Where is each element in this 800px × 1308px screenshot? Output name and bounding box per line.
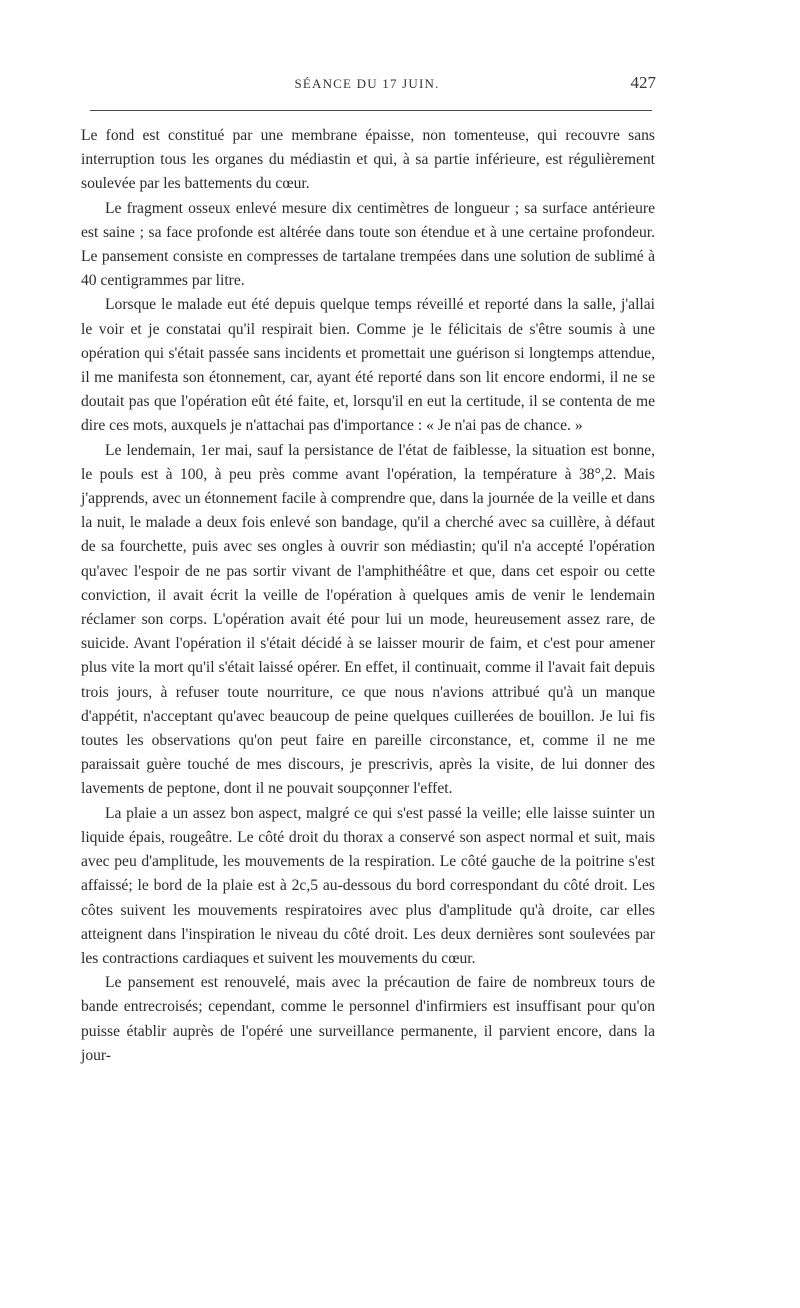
page-header (78, 70, 656, 100)
paragraph: La plaie a un assez bon aspect, malgré ce qui s'est passé la veille; elle laisse suinter un liquide épais, rougeâtre. Le côté droit du thorax a conservé son aspect normal et suit, mais avec peu d'amplitude, les mouvements de la respiration. Le côté gauche de la poitrine s'est affaissé; le bord de la plaie est à 2c,5 au-dessous du bord correspondant du côté droit. Les côtes suivent les mouvements respiratoires avec plus d'amplitude qu'à droite, car elles atteignent dans l'inspiration le niveau du côté droit. Les deux dernières sont soulevées par les contractions cardiaques et suivent les mouvements du cœur. (81, 804, 655, 967)
page-number: 427 (630, 73, 656, 92)
paragraph: Le pansement est renouvelé, mais avec la précaution de faire de nombreux tours de bande entrecroisés; cependant, comme le personnel d'infirmiers est insuffisant pour qu'on puisse établir auprès de l'opéré une surveillance permanente, il parvient encore, dans la jour- (81, 974, 655, 1064)
body-text (81, 124, 655, 1068)
paragraph: Le lendemain, 1er mai, sauf la persistance de l'état de faiblesse, la situation est bonne, le pouls est à 100, à peu près comme avant l'opération, la température à 38°,2. Mais j'apprends, avec un étonnement facile à comprendre que, dans la journée de la veille et dans la nuit, le malade a deux fois enlevé son bandage, qu'il a cherché avec sa cuillère, à défaut de sa fourchette, puis avec ses ongles à ouvrir son médiastin; qu'il n'a accepté l'opération qu'avec l'espoir de ne pas sortir vivant de l'amphithéâtre et que, dans cet espoir ou cette conviction, il avait écrit la veille de l'opération à quelques amis de venir le lendemain réclamer son corps. L'opération avait été pour lui un mode, heureusement assez rare, de suicide. Avant l'opération il s'était décidé à se laisser mourir de faim, et c'est pour amener plus vite la mort qu'il s'était laissé opérer. En effet, il continuait, comme il l'avait fait depuis trois jours, à refuser toute nourriture, ce que nous n'avions attribué qu'à un manque d'appétit, n'acceptant qu'avec beaucoup de peine quelques cuillerées de bouillon. Je lui fis toutes les observations qu'on peut faire en pareille circonstance, et, comme il ne me paraissait guère touché de mes discours, je prescrivis, après la visite, de lui donner des lavements de peptone, dont il ne pouvait soupçonner l'effet. (81, 441, 655, 798)
paragraph: Le fond est constitué par une membrane épaisse, non tomenteuse, qui recouvre sans interruption tous les organes du médiastin et qui, à sa partie inférieure, est régulièrement soulevée par les battements du cœur. (81, 127, 655, 193)
paragraph: Lorsque le malade eut été depuis quelque temps réveillé et reporté dans la salle, j'allai le voir et je constatai qu'il respirait bien. Comme je le félicitais de s'être soumis à une opération qui s'était passée sans incidents et promettait une guérison si longtemps attendue, il me manifesta son étonnement, car, ayant été reporté dans son lit encore endormi, il ne se doutait pas que l'opération eût été faite, et, lorsqu'il en eut la certitude, il se contenta de me dire ces mots, auxquels je n'attachai pas d'importance : « Je n'ai pas de chance. » (81, 296, 655, 435)
header-rule (90, 110, 652, 111)
paragraph: Le fragment osseux enlevé mesure dix centimètres de longueur ; sa surface antérieure est saine ; sa face profonde est altérée dans toute son étendue et à une certaine profondeur. Le pansement consiste en compresses de tartalane trempées dans une solution de sublimé à 40 centigrammes par litre. (81, 199, 655, 290)
running-head: SÉANCE DU 17 JUIN. (294, 76, 440, 91)
